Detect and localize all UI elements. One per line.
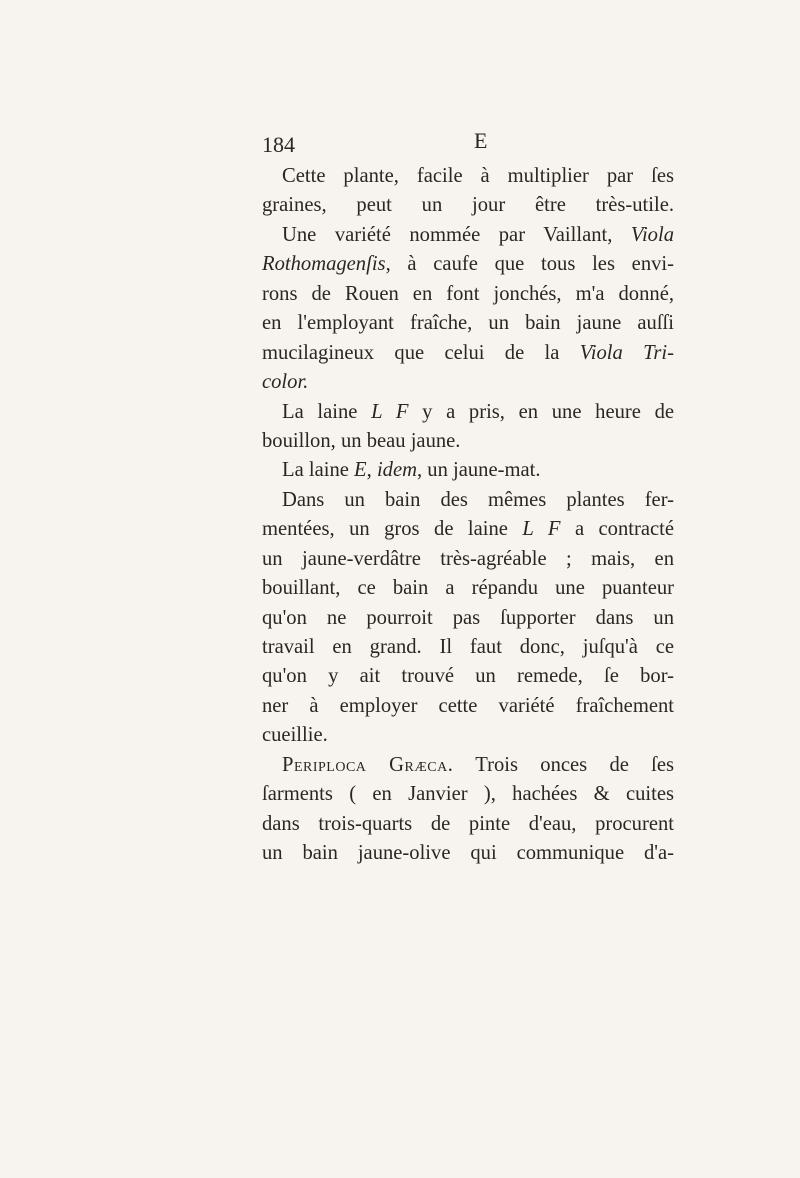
- text-line: Une variété nommée par Vaillant, Viola: [282, 223, 674, 246]
- text-line: cueillie.: [262, 724, 328, 747]
- text-line: Dans un bain des mêmes plantes fer-: [282, 488, 674, 511]
- text-line: travail en grand. Il faut donc, juſqu'à ce: [262, 636, 674, 658]
- text-line: mucilagineux que celui de la Viola Tri-: [262, 341, 674, 364]
- page-header: [262, 128, 502, 164]
- text-line: mentées, un gros de laine L F a contracté: [262, 518, 674, 541]
- text-line: graines, peut un jour être très-utile.: [262, 194, 674, 217]
- text-line: un bain jaune-olive qui communique d'a-: [262, 842, 674, 865]
- text-line: Cette plante, facile à multiplier par ſes: [282, 165, 674, 187]
- text-line: rons de Rouen en font jonchés, m'a donné,: [262, 282, 674, 305]
- text-line: Rothomagenſis, à caufe que tous les envi-: [262, 253, 674, 276]
- text-line: bouillon, un beau jaune.: [262, 429, 461, 452]
- text-line: ſarments ( en Janvier ), hachées & cuites: [262, 783, 674, 806]
- text-line: Periploca Græca. Trois onces de ſes: [282, 753, 675, 776]
- text-line: qu'on ne pourroit pas ſupporter dans un: [262, 606, 674, 629]
- text-line: color.: [262, 371, 309, 394]
- text-line: La laine L F y a pris, en une heure de: [282, 400, 675, 423]
- text-line: La laine E, idem, un jaune-mat.: [282, 459, 541, 482]
- text-line: bouillant, ce bain a répandu une puanteur: [262, 577, 674, 600]
- text-line: ner à employer cette variété fraîchement: [262, 694, 674, 717]
- page-number: 184: [262, 132, 295, 157]
- text-line: en l'employant fraîche, un bain jaune auſſi: [262, 312, 674, 335]
- text-line: un jaune-verdâtre très-agréable ; mais, en: [262, 547, 674, 570]
- text-line: dans trois-quarts de pinte d'eau, procurent: [262, 812, 674, 835]
- running-head: E: [474, 128, 488, 153]
- text-line: qu'on y ait trouvé un remede, ſe bor-: [262, 665, 674, 688]
- body-text: [262, 162, 674, 869]
